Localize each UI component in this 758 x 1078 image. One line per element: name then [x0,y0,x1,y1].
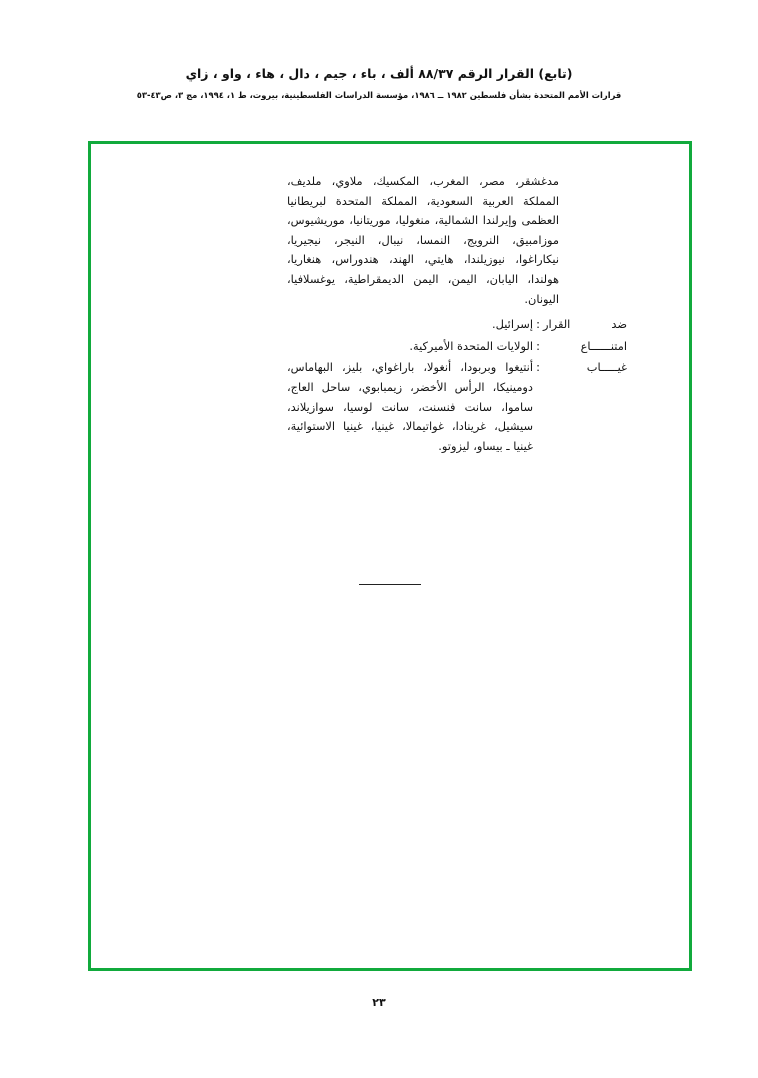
absent-value: أنتيغوا وبربودا، أنغولا، باراغواي، بليز، البهاماس، دومينيكا، الرأس الأخضر، زيمبابوي، ساحل العاج، ساموا، سانت فنسنت، سانت لوسيا، سوازيلاند، سيشيل، غرينادا، غواتيمالا، غينيا، غينيا الاستوائية، غينيا ـ بيساو، ليزوتو. [287,360,533,453]
vote-row [287,337,627,357]
divider-line [359,584,421,585]
country-list-block [287,172,559,309]
absent-row [287,358,627,456]
vote-results [287,315,627,456]
vote-value: الولايات المتحدة الأميركية. [409,338,533,353]
vote-colon: : [536,360,540,375]
absent-label: غيـــــاب [586,360,627,375]
green-border-frame [88,141,692,971]
header-title: (تابع) القرار الرقم ٨٨/٣٧ ألف ، باء ، جيم ، دال ، هاء ، واو ، زاي [185,66,573,81]
document-body [129,172,651,458]
header-source: قرارات الأمم المتحدة بشأن فلسطين ١٩٨٢ ــ ١٩٨٦، مؤسسة الدراسات الفلسطينية، بيروت، ط ١، ١٩٩٤، مج ٣، ص٤٣-٥٣ [136,90,622,100]
section-divider [91,584,689,585]
country-list-paragraph: مدغشقر، مصر، المغرب، المكسيك، ملاوي، ملديف، المملكة العربية السعودية، المملكة المتحدة لبريطانيا العظمى وإيرلندا الشمالية، منغوليا، موريتانيا، موريشيوس، موزامبيق، النرويج، النمسا، نيبال، النيجر، نيجيريا، نيكاراغوا، نيوزيلندا، هايتي، الهند، هندوراس، هنغاريا، هولندا، اليابان، اليمن، اليمن الديمقراطية، يوغسلافيا، اليونان. [287,174,559,306]
vote-row [287,315,627,335]
vote-label: ضد القرار [543,317,627,332]
vote-colon: : [536,338,540,353]
vote-label: امتنــــــاع [580,338,627,353]
vote-value: إسرائيل. [491,317,533,332]
page-header [0,66,758,100]
page-number: ٢٣ [372,996,386,1009]
vote-colon: : [536,317,540,332]
